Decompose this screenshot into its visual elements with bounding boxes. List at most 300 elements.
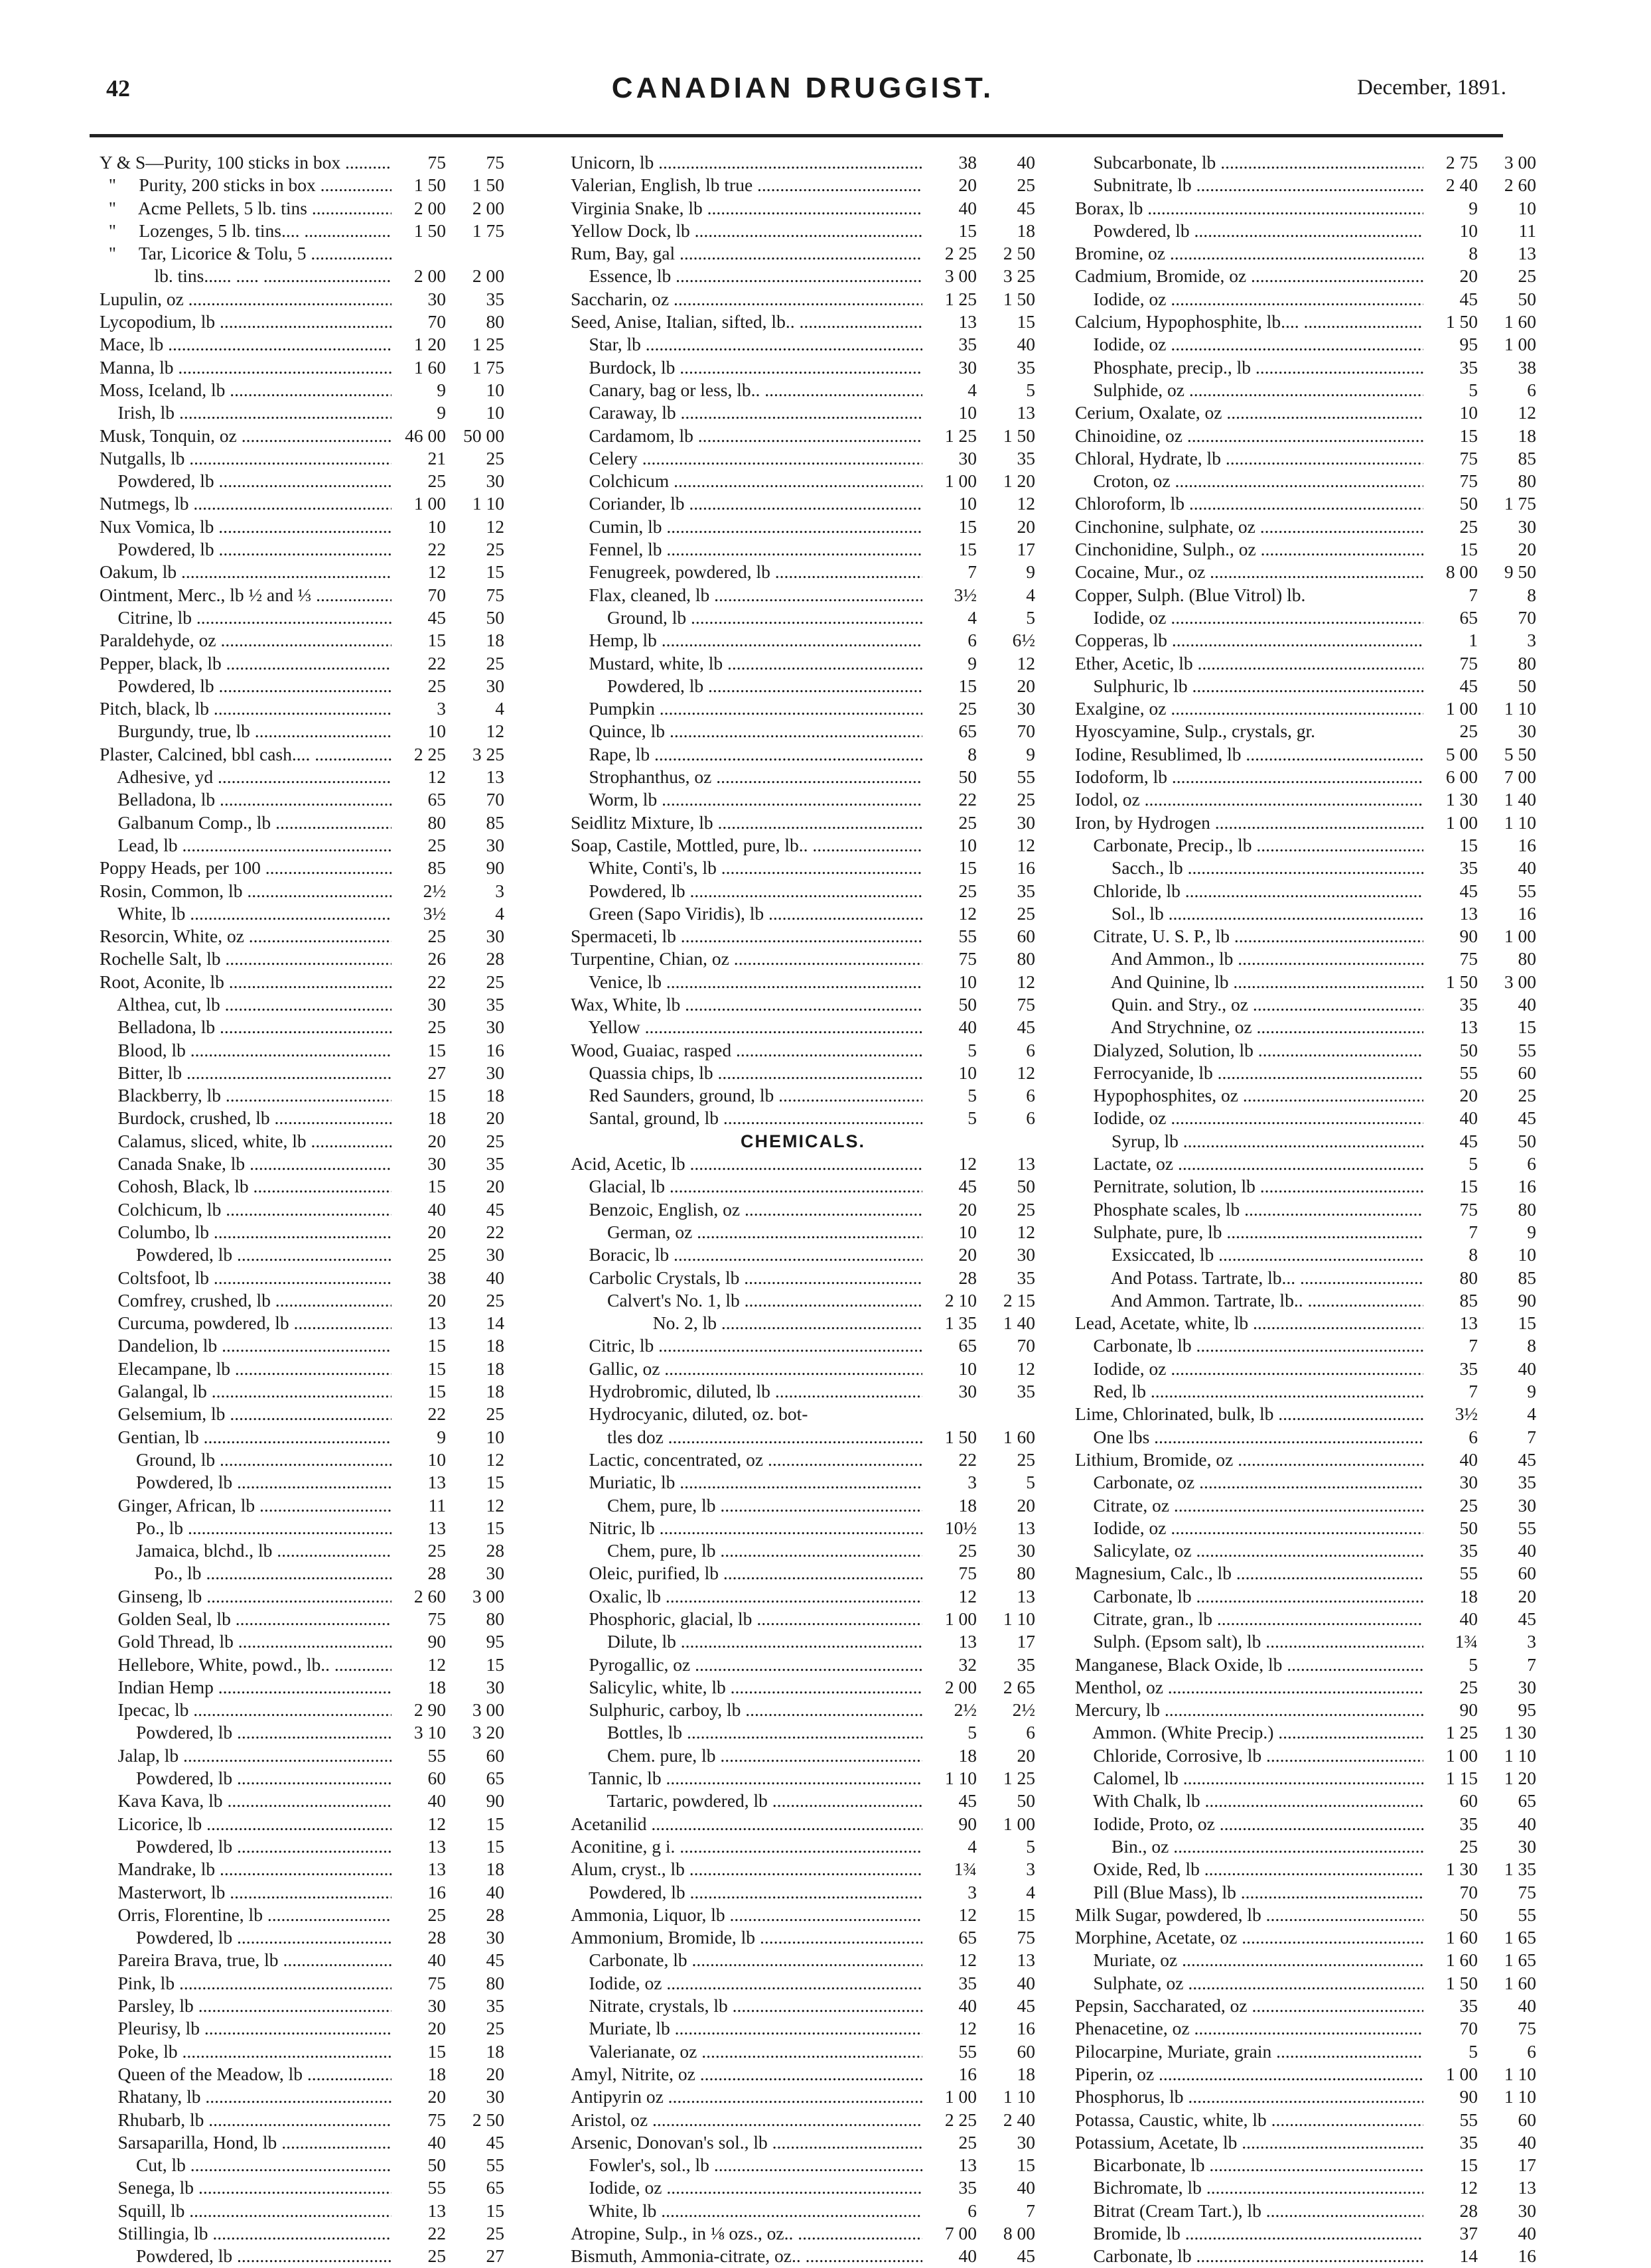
price-low: 13 — [1423, 1016, 1478, 1038]
price-high: 20 — [1479, 1585, 1536, 1608]
item-name: Gelsemium, lb ..... — [100, 1403, 392, 1425]
item-name: Fennel, lb ..... — [571, 538, 922, 561]
price-low: 60 — [392, 1767, 446, 1790]
price-low: 50 — [1423, 492, 1478, 515]
price-row — [100, 1403, 504, 1425]
price-low: 35 — [1423, 1358, 1478, 1380]
item-name: Croton, oz ..... — [1075, 470, 1423, 492]
price-low: 75 — [1423, 1198, 1478, 1221]
price-low: 4 — [922, 379, 977, 401]
price-row — [571, 1721, 1035, 1744]
price-low: 80 — [392, 812, 446, 834]
price-row — [100, 971, 504, 993]
item-name: Po., lb ..... — [100, 1517, 392, 1539]
item-name: Pyrogallic, oz ..... — [571, 1654, 922, 1676]
item-name: Mercury, lb ..... — [1075, 1699, 1423, 1721]
price-high: 1 75 — [1479, 492, 1536, 515]
item-name: German, oz ..... — [571, 1221, 922, 1243]
price-low: 10 — [922, 492, 977, 515]
price-low: 2 75 — [1423, 151, 1478, 174]
item-name: Sulphate, pure, lb ..... — [1075, 1221, 1423, 1243]
price-row — [1075, 1153, 1536, 1175]
item-name: Jamaica, blchd., lb ..... — [100, 1539, 392, 1562]
price-row — [100, 880, 504, 902]
price-low: 20 — [392, 2086, 446, 2108]
item-name: Powdered, lb ..... — [100, 1767, 392, 1790]
price-low: 40 — [1423, 1608, 1478, 1630]
price-low: 7 — [1423, 1221, 1478, 1243]
price-high: 70 — [978, 1334, 1035, 1357]
item-name: Sacch., lb ..... — [1075, 857, 1423, 879]
price-high: 80 — [447, 1972, 504, 1995]
price-row — [100, 1835, 504, 1858]
price-low: 25 — [392, 1243, 446, 1266]
price-low: 20 — [922, 1198, 977, 1221]
price-high: 30 — [978, 812, 1035, 834]
price-row — [1075, 333, 1536, 356]
price-high: 40 — [1479, 993, 1536, 1016]
price-low: 1 00 — [1423, 1744, 1478, 1767]
price-row — [100, 652, 504, 675]
price-high: 3 25 — [447, 743, 504, 766]
price-low: 35 — [1423, 1813, 1478, 1835]
price-low: 1¾ — [1423, 1630, 1478, 1653]
item-name: Ipecac, lb ..... — [100, 1699, 392, 1721]
price-high: 5 — [978, 1471, 1035, 1494]
price-low: 45 — [922, 1790, 977, 1812]
price-high: 20 — [447, 2063, 504, 2086]
price-row — [571, 1539, 1035, 1562]
item-name: Bromide, lb ..... — [1075, 2222, 1423, 2245]
price-high: 1 60 — [1479, 311, 1536, 333]
price-low: 3 10 — [392, 1721, 446, 1744]
price-high: 2 15 — [978, 1289, 1035, 1312]
price-row — [100, 561, 504, 583]
price-row — [100, 1949, 504, 1971]
price-high: 25 — [447, 652, 504, 675]
item-name: Star, lb ..... — [571, 333, 922, 356]
price-row — [571, 606, 1035, 629]
price-low: 1 00 — [1423, 697, 1478, 720]
price-row — [100, 1926, 504, 1949]
price-high: 1 10 — [1479, 812, 1536, 834]
price-high: 65 — [447, 1767, 504, 1790]
price-high: 55 — [978, 766, 1035, 788]
price-low: 13 — [922, 1630, 977, 1653]
price-row — [571, 1494, 1035, 1517]
price-high: 40 — [447, 1267, 504, 1289]
price-low: 25 — [922, 812, 977, 834]
price-high: 1 10 — [1479, 1744, 1536, 1767]
item-name: Nutgalls, lb ..... — [100, 447, 392, 470]
price-low: 1 20 — [392, 333, 446, 356]
item-name: Red Saunders, ground, lb ..... — [571, 1084, 922, 1107]
price-high: 22 — [447, 1221, 504, 1243]
item-name: Powdered, lb ..... — [100, 1471, 392, 1494]
item-name: Bicarbonate, lb ..... — [1075, 2154, 1423, 2176]
price-low: 15 — [1423, 2154, 1478, 2176]
price-row — [1075, 925, 1536, 948]
price-low: 5 — [922, 1107, 977, 1129]
price-low: 70 — [392, 311, 446, 333]
price-row — [1075, 242, 1536, 265]
price-high: 1 10 — [978, 1608, 1035, 1630]
item-name: Hyoscyamine, Sulp., crystals, gr. — [1075, 721, 1316, 742]
price-row — [571, 379, 1035, 401]
price-low: 40 — [922, 1995, 977, 2017]
price-high: 13 — [978, 401, 1035, 424]
item-name: Ground, lb ..... — [100, 1449, 392, 1471]
item-name: Seidlitz Mixture, lb ..... — [571, 812, 922, 834]
price-high: 25 — [1479, 1084, 1536, 1107]
price-low: 11 — [392, 1494, 446, 1517]
price-high: 60 — [1479, 1062, 1536, 1084]
price-low: 6 — [922, 2200, 977, 2222]
item-name: Antipyrin oz ..... — [571, 2086, 922, 2108]
price-high: 4 — [978, 1881, 1035, 1904]
price-low: 20 — [392, 1221, 446, 1243]
item-name: Cocaine, Mur., oz ..... — [1075, 561, 1423, 583]
price-high: 10 — [447, 1426, 504, 1449]
item-name: Ammonia, Liquor, lb ..... — [571, 1904, 922, 1926]
item-name: Calcium, Hypophosphite, lb.... ..... — [1075, 311, 1423, 333]
price-row — [571, 2086, 1035, 2108]
price-row — [571, 151, 1035, 174]
price-row — [571, 1267, 1035, 1289]
price-high: 40 — [447, 1881, 504, 1904]
item-name: Galbanum Comp., lb ..... — [100, 812, 392, 834]
price-high: 7 — [1479, 1654, 1536, 1676]
price-low: 2 00 — [392, 265, 446, 287]
price-row — [100, 197, 504, 220]
item-name: Pareira Brava, true, lb ..... — [100, 1949, 392, 1971]
item-name: Poppy Heads, per 100 ..... — [100, 857, 392, 879]
item-name: Pumpkin ..... — [571, 697, 922, 720]
price-high: 65 — [1479, 1790, 1536, 1812]
price-low: 32 — [922, 1654, 977, 1676]
item-name: Calamus, sliced, white, lb ..... — [100, 1130, 392, 1153]
price-low: 40 — [922, 1016, 977, 1038]
price-low: 1¾ — [922, 1858, 977, 1880]
price-low: 65 — [922, 1334, 977, 1357]
price-low: 38 — [392, 1267, 446, 1289]
price-row — [100, 606, 504, 629]
price-high: 14 — [447, 1312, 504, 1334]
price-row — [571, 1358, 1035, 1380]
price-low: 25 — [392, 1016, 446, 1038]
price-low: 1 00 — [1423, 812, 1478, 834]
price-row — [571, 1995, 1035, 2017]
price-low: 45 — [1423, 880, 1478, 902]
item-name: Moss, Iceland, lb ..... — [100, 379, 392, 401]
price-low: 9 — [922, 652, 977, 675]
price-row — [571, 470, 1035, 492]
price-low: 45 — [1423, 1130, 1478, 1153]
price-low: 10 — [392, 720, 446, 743]
price-high: 1 35 — [1479, 1858, 1536, 1880]
price-high: 30 — [978, 1539, 1035, 1562]
item-name: Iodine, Resublimed, lb ..... — [1075, 743, 1423, 766]
price-high: 60 — [978, 925, 1035, 948]
price-low: 15 — [1423, 1175, 1478, 1198]
item-name: Nux Vomica, lb ..... — [100, 516, 392, 538]
item-name: Carbonate, lb ..... — [571, 1949, 922, 1971]
price-row — [1075, 1358, 1536, 1380]
item-name: Chloral, Hydrate, lb ..... — [1075, 447, 1423, 470]
price-row — [1075, 834, 1536, 857]
item-name: Nitric, lb ..... — [571, 1517, 922, 1539]
price-low: 3 00 — [922, 265, 977, 287]
price-high: 9 — [1479, 1221, 1536, 1243]
price-row — [571, 720, 1035, 743]
price-high: 55 — [447, 2154, 504, 2176]
price-low: 1 00 — [922, 1608, 977, 1630]
price-row — [1075, 1995, 1536, 2017]
price-low: 40 — [392, 1949, 446, 1971]
price-high: 3 00 — [447, 1585, 504, 1608]
item-name: Orris, Florentine, lb ..... — [100, 1904, 392, 1926]
price-row — [571, 1426, 1035, 1449]
price-row — [1075, 1904, 1536, 1926]
item-name: Unicorn, lb ..... — [571, 151, 922, 174]
price-row — [1075, 265, 1536, 287]
price-row — [100, 265, 504, 287]
item-name: Mandrake, lb ..... — [100, 1858, 392, 1880]
price-low: 21 — [392, 447, 446, 470]
item-name: Muriate, oz ..... — [1075, 1949, 1423, 1971]
price-row — [571, 401, 1035, 424]
price-row — [100, 1084, 504, 1107]
price-row — [1075, 2154, 1536, 2176]
price-low: 2½ — [922, 1699, 977, 1721]
price-low: 2 90 — [392, 1699, 446, 1721]
item-name: " Lozenges, 5 lb. tins.... ..... — [100, 220, 392, 242]
price-high: 35 — [447, 1153, 504, 1175]
price-row — [100, 516, 504, 538]
price-high: 12 — [447, 1449, 504, 1471]
price-low: 65 — [1423, 606, 1478, 629]
item-name: Calvert's No. 1, lb ..... — [571, 1289, 922, 1312]
price-high: 12 — [978, 1062, 1035, 1084]
price-row — [571, 2245, 1035, 2267]
price-row — [1075, 1858, 1536, 1880]
item-name: Valerianate, oz ..... — [571, 2040, 922, 2063]
price-high: 6 — [978, 1721, 1035, 1744]
price-low: 12 — [392, 1813, 446, 1835]
price-low: 40 — [392, 1790, 446, 1812]
item-name: Aconitine, g i. ..... — [571, 1835, 922, 1858]
price-low: 1 25 — [1423, 1721, 1478, 1744]
item-name: Pernitrate, solution, lb ..... — [1075, 1175, 1423, 1198]
item-name: Sulphate, oz ..... — [1075, 1972, 1423, 1995]
price-row — [571, 1767, 1035, 1790]
price-high: 12 — [447, 720, 504, 743]
price-low: 18 — [392, 1676, 446, 1699]
item-name: Columbo, lb ..... — [100, 1221, 392, 1243]
price-high: 30 — [1479, 1676, 1536, 1699]
price-high: 50 — [978, 1175, 1035, 1198]
price-row — [571, 2063, 1035, 2086]
price-row — [571, 2154, 1035, 2176]
price-row — [1075, 880, 1536, 902]
price-low: 15 — [1423, 538, 1478, 561]
price-high: 90 — [1479, 1289, 1536, 1312]
price-row — [571, 2222, 1035, 2245]
price-row — [1075, 2176, 1536, 2199]
item-name: Dilute, lb ..... — [571, 1630, 922, 1653]
item-name: Sulphuric, lb ..... — [1075, 675, 1423, 697]
price-low: 10 — [1423, 401, 1478, 424]
price-high: 3 — [1479, 629, 1536, 652]
price-low: 25 — [392, 470, 446, 492]
item-name: Piperin, oz ..... — [1075, 2063, 1423, 2086]
price-row — [100, 333, 504, 356]
price-row — [100, 1221, 504, 1243]
price-high: 2 65 — [978, 1676, 1035, 1699]
price-row — [1075, 993, 1536, 1016]
price-row — [571, 1039, 1035, 1062]
price-low: 15 — [392, 1380, 446, 1403]
price-high: 9 — [978, 743, 1035, 766]
item-name: Virginia Snake, lb ..... — [571, 197, 922, 220]
item-name: Resorcin, White, oz ..... — [100, 925, 392, 948]
price-high: 1 20 — [978, 470, 1035, 492]
price-low: 13 — [392, 2200, 446, 2222]
price-low: 22 — [392, 971, 446, 993]
item-name: Lactate, oz ..... — [1075, 1153, 1423, 1175]
price-low: 75 — [922, 948, 977, 970]
price-low: 15 — [392, 1334, 446, 1357]
price-high: 40 — [1479, 1358, 1536, 1380]
price-high: 18 — [447, 1334, 504, 1357]
price-row — [571, 1334, 1035, 1357]
price-low: 22 — [392, 652, 446, 675]
price-high: 40 — [1479, 857, 1536, 879]
price-high: 30 — [447, 2086, 504, 2108]
price-low: 90 — [392, 1630, 446, 1653]
price-high: 15 — [978, 1904, 1035, 1926]
item-name: Tartaric, powdered, lb ..... — [571, 1790, 922, 1812]
price-high: 4 — [447, 902, 504, 925]
price-high: 13 — [978, 1949, 1035, 1971]
price-high: 7 — [1479, 1426, 1536, 1449]
price-low: 6 00 — [1423, 766, 1478, 788]
price-low: 25 — [392, 1904, 446, 1926]
item-name: Adhesive, yd ..... — [100, 766, 392, 788]
price-row — [571, 311, 1035, 333]
price-row — [1075, 1107, 1536, 1129]
price-high: 1 75 — [447, 356, 504, 379]
price-high: 18 — [978, 2063, 1035, 2086]
price-high: 4 — [978, 584, 1035, 606]
price-row — [1075, 1267, 1536, 1289]
price-high: 35 — [978, 1380, 1035, 1403]
price-high: 16 — [1479, 834, 1536, 857]
item-name: Green (Sapo Viridis), lb ..... — [571, 902, 922, 925]
item-name: Coltsfoot, lb ..... — [100, 1267, 392, 1289]
price-high: 35 — [978, 1267, 1035, 1289]
price-high: 27 — [447, 2245, 504, 2267]
price-high: 12 — [978, 652, 1035, 675]
item-name: Powdered, lb ..... — [100, 1721, 392, 1744]
price-high: 12 — [447, 516, 504, 538]
price-row — [100, 425, 504, 447]
price-high: 12 — [978, 1221, 1035, 1243]
item-name: Plaster, Calcined, bbl cash.... ..... — [100, 743, 392, 766]
price-low: 1 30 — [1423, 1858, 1478, 1880]
item-name: Soap, Castile, Mottled, pure, lb.. ..... — [571, 834, 922, 857]
price-high: 9 — [1479, 1380, 1536, 1403]
item-name: Boracic, lb ..... — [571, 1243, 922, 1266]
price-row — [571, 1676, 1035, 1699]
price-low: 20 — [922, 1243, 977, 1266]
item-name: Muriatic, lb ..... — [571, 1471, 922, 1494]
item-name: Powdered, lb ..... — [571, 675, 922, 697]
item-name: Quince, lb ..... — [571, 720, 922, 743]
price-high: 1 50 — [978, 425, 1035, 447]
price-high: 15 — [447, 561, 504, 583]
price-low: 20 — [922, 174, 977, 196]
item-name: Iodide, oz ..... — [1075, 606, 1423, 629]
price-row — [571, 1949, 1035, 1971]
price-high: 2 00 — [447, 197, 504, 220]
price-low: 9 — [1423, 197, 1478, 220]
price-low: 5 — [1423, 2040, 1478, 2063]
price-high: 25 — [978, 1198, 1035, 1221]
price-row — [1075, 1449, 1536, 1471]
price-high: 1 10 — [1479, 2063, 1536, 2086]
price-low: 50 — [922, 766, 977, 788]
item-name: Squill, lb ..... — [100, 2200, 392, 2222]
item-name: Bichromate, lb ..... — [1075, 2176, 1423, 2199]
price-low: 75 — [392, 151, 446, 174]
price-high: 13 — [1479, 242, 1536, 265]
price-high: 38 — [1479, 356, 1536, 379]
price-low: 10 — [922, 1358, 977, 1380]
price-low: 12 — [922, 1585, 977, 1608]
item-name: Arsenic, Donovan's sol., lb ..... — [571, 2131, 922, 2154]
item-name: Calomel, lb ..... — [1075, 1767, 1423, 1790]
price-low: 2 10 — [922, 1289, 977, 1312]
price-low: 35 — [1423, 993, 1478, 1016]
item-name: Bin., oz ..... — [1075, 1835, 1423, 1858]
price-high: 35 — [447, 993, 504, 1016]
price-row — [100, 1767, 504, 1790]
item-name: Sol., lb ..... — [1075, 902, 1423, 925]
price-high: 8 00 — [978, 2222, 1035, 2245]
price-high: 5 — [978, 1835, 1035, 1858]
price-low: 1 60 — [1423, 1926, 1478, 1949]
price-high: 17 — [978, 1630, 1035, 1653]
price-low: 30 — [922, 447, 977, 470]
price-row — [100, 1972, 504, 1995]
item-name: Po., lb ..... — [100, 1562, 392, 1585]
item-name: Oxalic, lb ..... — [571, 1585, 922, 1608]
price-high: 1 65 — [1479, 1926, 1536, 1949]
price-high: 60 — [978, 2040, 1035, 2063]
price-row — [571, 538, 1035, 561]
item-name: Cerium, Oxalate, oz ..... — [1075, 401, 1423, 424]
price-row — [100, 857, 504, 879]
price-row — [100, 1198, 504, 1221]
price-high: 11 — [1479, 220, 1536, 242]
price-row — [1075, 1198, 1536, 1221]
price-low: 4 — [922, 606, 977, 629]
price-low: 1 50 — [392, 174, 446, 196]
price-row — [571, 356, 1035, 379]
item-name: Burdock, lb ..... — [571, 356, 922, 379]
price-row — [100, 993, 504, 1016]
